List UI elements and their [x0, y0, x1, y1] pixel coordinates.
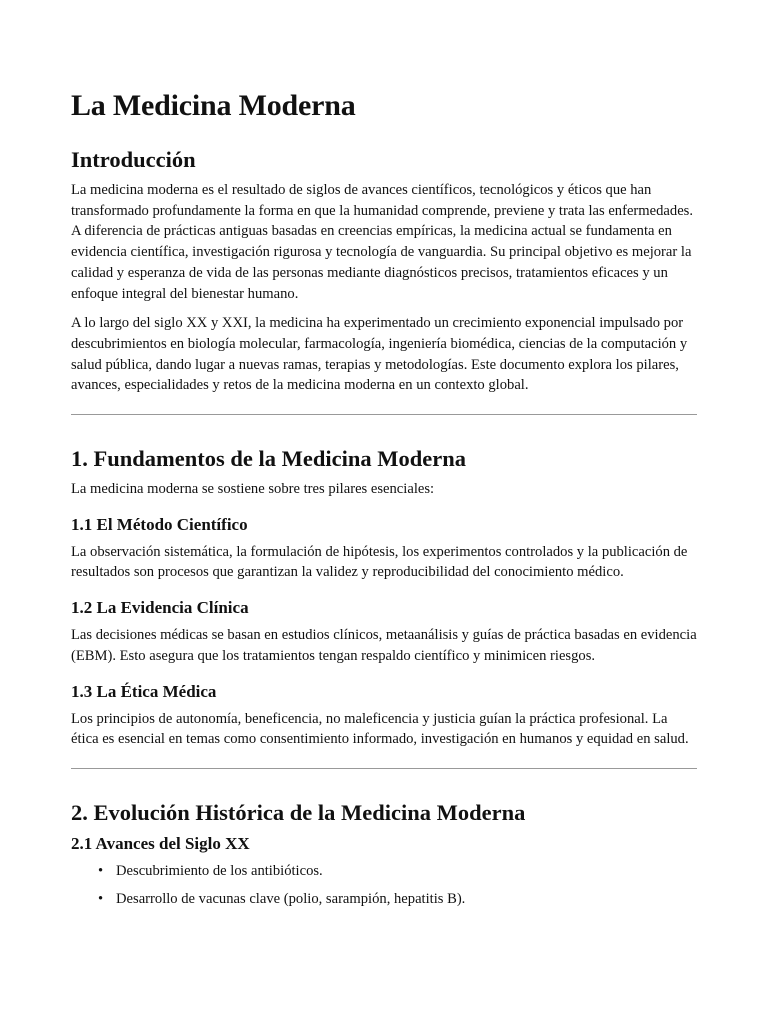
section-divider — [71, 414, 697, 415]
subsection-2-1 — [71, 833, 697, 909]
bullet-icon: • — [98, 862, 104, 879]
subsection-1-1-heading: 1.1 El Método Científico — [71, 514, 248, 534]
subsection-1-1-text: La observación sistemática, la formulación de hipótesis, los experimentos controlados y la publicación de resultados son procesos que garantizan la validez y reproducibilidad del conocimiento médico. — [71, 543, 688, 581]
subsection-1-3-text: Los principios de autonomía, beneficencia, no maleficencia y justicia guían la práctica profesional. La ética es esencial en temas como consentimiento informado, investigación en humanos y equidad en salud. — [71, 710, 689, 748]
intro-heading: Introducción — [71, 147, 196, 172]
intro-paragraph-2: A lo largo del siglo XX y XXI, la medicina ha experimentado un crecimiento exponencial impulsado por descubrimientos en biología molecular, farmacología, ingeniería biomédica, ciencias de la computación y salud pública, dando lugar a nuevas ramas, terapias y metodologías. Este documento explora los pilares, avances, especialidades y retos de la medicina moderna en un contexto global. — [71, 315, 688, 394]
list-item-text: Desarrollo de vacunas clave (polio, sarampión, hepatitis B). — [116, 890, 466, 907]
subsection-1-2 — [71, 597, 697, 666]
section-fundamentos — [71, 445, 697, 750]
subsection-1-3-heading: 1.3 La Ética Médica — [71, 681, 217, 701]
subsection-1-1 — [71, 514, 697, 583]
list-item-text: Descubrimiento de los antibióticos. — [116, 862, 323, 879]
subsection-1-3 — [71, 681, 697, 750]
list-item — [98, 889, 697, 910]
section-1-lead: La medicina moderna se sostiene sobre tres pilares esenciales: — [71, 481, 435, 498]
subsection-2-1-heading: 2.1 Avances del Siglo XX — [71, 833, 250, 853]
section-1-heading: 1. Fundamentos de la Medicina Moderna — [71, 446, 467, 472]
section-2-heading: 2. Evolución Histórica de la Medicina Moderna — [71, 799, 526, 825]
subsection-1-2-text: Las decisiones médicas se basan en estudios clínicos, metaanálisis y guías de práctica basadas en evidencia (EBM). Esto asegura que los tratamientos tengan respaldo científico y minimicen riesgos. — [71, 627, 697, 664]
section-evolucion — [71, 799, 697, 909]
subsection-1-2-heading: 1.2 La Evidencia Clínica — [71, 598, 249, 618]
intro-section — [71, 146, 697, 396]
section-divider — [71, 768, 697, 769]
advances-list — [71, 861, 697, 909]
list-item — [98, 861, 697, 882]
document-title: La Medicina Moderna — [71, 89, 356, 122]
bullet-icon: • — [98, 890, 104, 907]
intro-paragraph-1: La medicina moderna es el resultado de siglos de avances científicos, tecnológicos y éticos que han transformado profundamente la forma en que la humanidad comprende, previene y trata las enfermedades. A diferencia de prácticas antiguas basadas en creencias empíricas, la medicina actual se fundamenta en evidencia científica, investigación rigurosa y tecnología de vanguardia. Su principal objetivo es mejorar la calidad y esperanza de vida de las personas mediante diagnósticos precisos, tratamientos eficaces y un enfoque integral del bienestar humano. — [71, 182, 694, 302]
